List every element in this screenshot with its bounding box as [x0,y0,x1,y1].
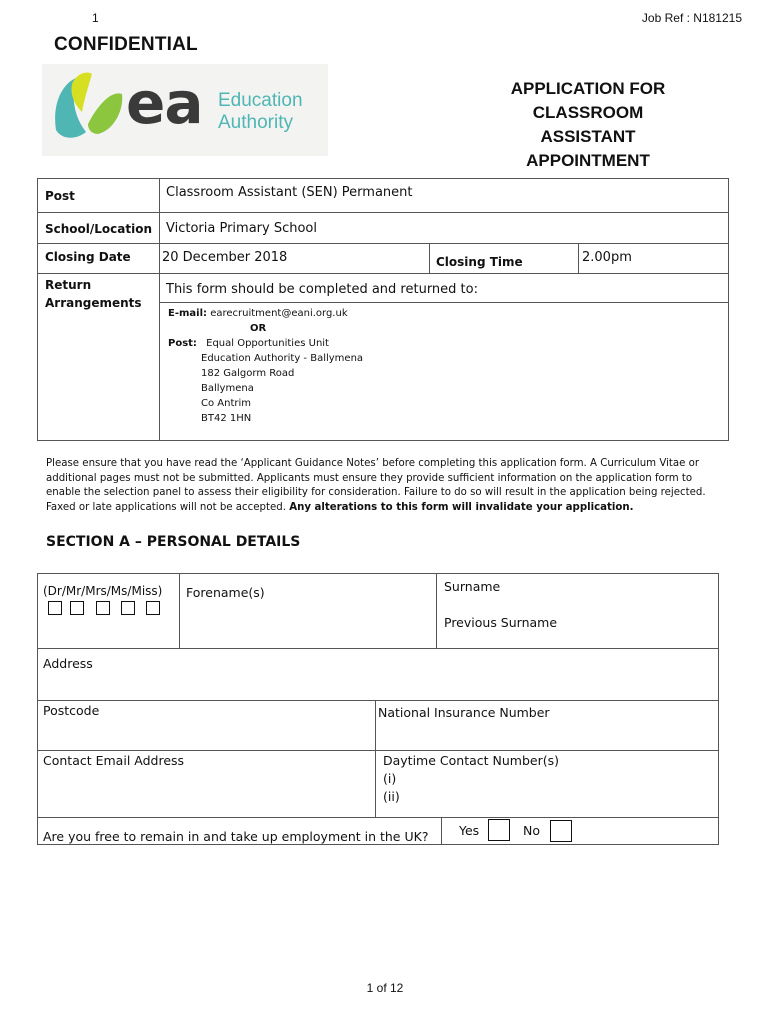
logo-line-2: Authority [218,112,293,133]
title-options-label: (Dr/Mr/Mrs/Ms/Miss) [43,584,163,598]
email-line [168,306,348,321]
previous-surname-label: Previous Surname [444,615,558,630]
yes-checkbox[interactable] [488,819,510,841]
uk-question: Are you free to remain in and take up employment in the UK? [43,829,429,844]
title-checkbox-ms[interactable] [121,601,135,615]
post-address-label: Post: [168,338,197,349]
address-line: Equal Opportunities Unit [206,338,329,349]
post-label: Post [45,189,75,203]
email-label: E-mail: [168,308,208,319]
guidance-warning: Any alterations to this form will invalidate your application. [289,501,634,513]
ni-number-label: National Insurance Number [378,705,550,720]
return-label-line-1: Return [45,278,92,292]
page-footer: 1 of 12 [366,981,404,995]
title-line: APPOINTMENT [526,151,650,170]
page-number: 1 [92,11,99,25]
title-checkbox-miss[interactable] [146,601,160,615]
confidential-heading: CONFIDENTIAL [54,34,198,55]
closing-time-label: Closing Time [436,255,523,269]
application-title [486,77,690,173]
return-label-line-2: Arrangements [45,296,142,310]
no-checkbox[interactable] [550,820,572,842]
address-line: Education Authority - Ballymena [201,353,364,364]
title-checkbox-mrs[interactable] [96,601,110,615]
title-line: APPLICATION FOR [510,79,666,98]
guidance-notes [46,457,716,515]
title-line: ASSISTANT [540,127,636,146]
title-checkbox-mr[interactable] [70,601,84,615]
address-line: 182 Galgorm Road [201,368,295,379]
job-reference: Job Ref : N181215 [641,11,742,25]
forename-label: Forename(s) [186,585,265,600]
or-text: OR [250,323,267,334]
surname-label: Surname [444,579,501,594]
contact-email-label: Contact Email Address [43,753,185,768]
section-a-title: SECTION A – PERSONAL DETAILS [46,534,301,550]
postcode-label: Postcode [43,703,100,718]
email-value: earecruitment@eani.org.uk [210,308,348,319]
logo-wordmark [218,90,303,134]
post-address-line [168,336,329,351]
address-line: BT42 1HN [201,413,252,424]
title-line: CLASSROOM [532,103,644,122]
closing-time-value: 2.00pm [582,250,632,265]
address-cell[interactable] [37,648,719,701]
school-value: Victoria Primary School [166,221,317,236]
uk-answer-cell [441,817,719,845]
closing-date-label: Closing Date [45,250,131,264]
logo-mark-text: ea [126,69,203,137]
school-label: School/Location [45,222,153,236]
guidance-text: Please ensure that you have read the ‘Applicant Guidance Notes’ before completing this application form. A Curriculum Vitae or additional pages must not be submitted. Applicants must ensure they provide sufficient information on the application form to enable the selection panel to assess their eligibility for consideration. Failure to do so will result in the application being rejected. Faxed or late applications will not be accepted. [46,458,706,513]
address-line: Ballymena [201,383,254,394]
contact-number-ii-label: (ii) [383,789,400,804]
return-intro: This form should be completed and returned to: [166,282,478,297]
post-value: Classroom Assistant (SEN) Permanent [166,185,413,200]
yes-label: Yes [459,823,480,838]
address-line: Co Antrim [201,398,252,409]
contact-number-i-label: (i) [383,771,397,786]
daytime-contact-label: Daytime Contact Number(s) [383,753,559,768]
title-checkbox-dr[interactable] [48,601,62,615]
address-label: Address [43,656,93,671]
logo-line-1: Education [218,90,303,111]
closing-date-value: 20 December 2018 [162,250,288,265]
no-label: No [523,823,540,838]
